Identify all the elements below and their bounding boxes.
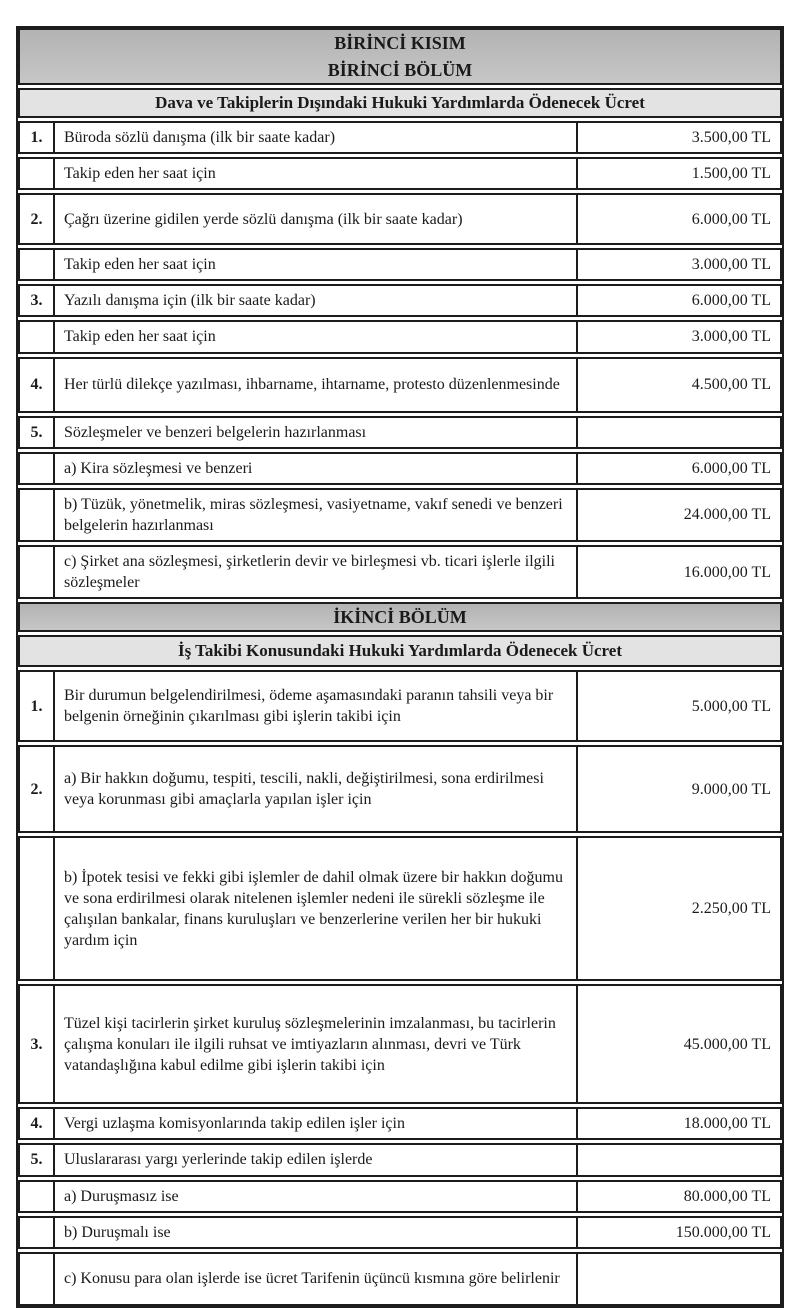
row-price: 3.000,00 TL — [576, 250, 780, 279]
row-number — [20, 838, 53, 979]
row-description — [53, 454, 576, 483]
row-number — [20, 1182, 53, 1211]
table-row — [18, 193, 782, 245]
document-page — [16, 26, 784, 1308]
table-row — [18, 1143, 782, 1176]
row-description — [53, 250, 576, 279]
row-description-text: b) Duruşmalı ise — [64, 1223, 171, 1241]
row-description — [53, 1145, 576, 1174]
row-price: 5.000,00 TL — [576, 672, 780, 740]
section-1-subtitle — [18, 88, 782, 118]
table-row — [18, 984, 782, 1104]
row-number: 5. — [30, 1151, 43, 1169]
row-number: 2. — [30, 210, 43, 228]
row-number — [20, 1254, 53, 1304]
row-description — [53, 286, 576, 315]
row-description — [53, 490, 576, 540]
row-description — [53, 359, 576, 411]
row-price — [576, 1145, 780, 1174]
row-description-text: c) Konusu para olan işlerde ise ücret Tarifenin üçüncü kısmına göre belirlenir — [64, 1270, 560, 1288]
row-number — [20, 547, 53, 597]
table-row — [18, 284, 782, 317]
row-description — [53, 838, 576, 979]
row-price: 6.000,00 TL — [576, 454, 780, 483]
chapter-title: İKİNCİ BÖLÜM — [333, 607, 467, 628]
row-price: 24.000,00 TL — [576, 490, 780, 540]
row-number: 4. — [30, 375, 43, 393]
row-description — [53, 547, 576, 597]
row-price: 45.000,00 TL — [576, 986, 780, 1102]
row-number: 1. — [30, 129, 43, 146]
table-row — [18, 488, 782, 542]
row-description-text: Sözleşmeler ve benzeri belgelerin hazırlanması — [64, 423, 367, 441]
table-row — [18, 357, 782, 413]
row-description-text: Uluslararası yargı yerlerinde takip edilen işlerde — [64, 1151, 373, 1169]
row-number — [20, 490, 53, 540]
table-row — [18, 416, 782, 449]
section-subtitle-text: İş Takibi Konusundaki Hukuki Yardımlarda Ödenecek Ücret — [177, 641, 623, 661]
row-number: 3. — [30, 1035, 43, 1053]
row-description — [53, 747, 576, 831]
row-description-text: b) İpotek tesisi ve fekki gibi işlemler de dahil olmak üzere bir hakkın doğumu ve sona erdirilmesi olarak nitelenen işlemler nedeni ile sürekli sözleşme ile çalışılan bankalar, finans kuruluşları ve benzerlerine verilen her bir hukuki yardım için — [64, 868, 563, 949]
row-number: 2. — [30, 780, 43, 798]
row-description-text: Takip eden her saat için — [64, 165, 216, 183]
row-description-text: Büroda sözlü danışma (ilk bir saate kadar) — [64, 129, 336, 146]
row-number — [20, 1218, 53, 1247]
table-row — [18, 545, 782, 599]
row-price: 9.000,00 TL — [576, 747, 780, 831]
row-number: 1. — [30, 697, 43, 715]
row-number: 4. — [30, 1115, 43, 1133]
table-row — [18, 1216, 782, 1249]
row-description — [53, 1109, 576, 1138]
section-1-header — [18, 28, 782, 85]
row-price: 18.000,00 TL — [576, 1109, 780, 1138]
table-row — [18, 121, 782, 154]
table-row — [18, 1252, 782, 1306]
row-number — [20, 250, 53, 279]
section-subtitle-text: Dava ve Takiplerin Dışındaki Hukuki Yardımlarda Ödenecek Ücret — [155, 93, 645, 112]
row-description-text: Yazılı danışma için (ilk bir saate kadar) — [64, 292, 316, 310]
row-description-text: b) Tüzük, yönetmelik, miras sözleşmesi, vasiyetname, vakıf senedi ve benzeri belgelerin hazırlanması — [64, 495, 563, 534]
row-description-text: Vergi uzlaşma komisyonlarında takip edilen işler için — [64, 1115, 405, 1133]
row-description — [53, 322, 576, 351]
row-price: 6.000,00 TL — [576, 286, 780, 315]
row-description-text: a) Bir hakkın doğumu, tespiti, tescili, nakli, değiştirilmesi, sona erdirilmesi veya korunması gibi amaçlarla yapılan işler için — [64, 770, 544, 809]
row-description-text: a) Kira sözleşmesi ve benzeri — [64, 459, 253, 477]
fee-table — [16, 26, 784, 1308]
row-description — [53, 672, 576, 740]
row-description — [53, 195, 576, 243]
row-description-text: Çağrı üzerine gidilen yerde sözlü danışma (ilk bir saate kadar) — [64, 210, 463, 228]
row-price — [576, 418, 780, 447]
row-number: 3. — [30, 292, 43, 310]
row-number: 5. — [30, 423, 43, 441]
table-row — [18, 836, 782, 981]
table-row — [18, 1180, 782, 1213]
table-row — [18, 670, 782, 742]
row-description-text: c) Şirket ana sözleşmesi, şirketlerin devir ve birleşmesi vb. ticari işlerle ilgili sözleşmeler — [64, 552, 555, 592]
row-number — [20, 454, 53, 483]
row-price: 3.500,00 TL — [576, 123, 780, 152]
row-price: 150.000,00 TL — [576, 1218, 780, 1247]
row-description-text: Bir durumun belgelendirilmesi, ödeme aşamasındaki paranın tahsili veya bir belgenin örneğinin çıkarılması gibi işlerin takibi için — [64, 687, 554, 726]
table-row — [18, 157, 782, 190]
row-price: 2.250,00 TL — [576, 838, 780, 979]
row-description — [53, 1254, 576, 1304]
chapter-title: BİRİNCİ BÖLÜM — [327, 59, 473, 80]
row-number — [20, 322, 53, 351]
row-price: 80.000,00 TL — [576, 1182, 780, 1211]
row-description — [53, 1218, 576, 1247]
row-description-text: Tüzel kişi tacirlerin şirket kuruluş sözleşmelerinin imzalanması, bu tacirlerin çalışma konuları ile ilgili ruhsat ve imtiyazların alınması, devri ve Türk vatandaşlığına kabul edilme gibi işlerin takibi için — [64, 1014, 556, 1074]
row-price: 16.000,00 TL — [576, 547, 780, 597]
row-description — [53, 986, 576, 1102]
section-2-subtitle — [18, 635, 782, 667]
row-description-text: Takip eden her saat için — [64, 328, 216, 346]
row-price: 4.500,00 TL — [576, 359, 780, 411]
row-description-text: Her türlü dilekçe yazılması, ihbarname, ihtarname, protesto düzenlenmesinde — [64, 375, 560, 393]
table-row — [18, 248, 782, 281]
part-title: BİRİNCİ KISIM — [334, 33, 466, 54]
row-description-text: Takip eden her saat için — [64, 256, 216, 274]
row-description — [53, 1182, 576, 1211]
row-description — [53, 123, 576, 152]
table-row — [18, 320, 782, 353]
row-number — [20, 159, 53, 188]
row-price: 3.000,00 TL — [576, 322, 780, 351]
row-price: 6.000,00 TL — [576, 195, 780, 243]
row-description — [53, 418, 576, 447]
row-description-text: a) Duruşmasız ise — [64, 1187, 179, 1205]
table-row — [18, 452, 782, 485]
section-2-header — [18, 602, 782, 632]
row-description — [53, 159, 576, 188]
row-price: 1.500,00 TL — [576, 159, 780, 188]
table-row — [18, 745, 782, 833]
row-price — [576, 1254, 780, 1304]
table-row — [18, 1107, 782, 1140]
